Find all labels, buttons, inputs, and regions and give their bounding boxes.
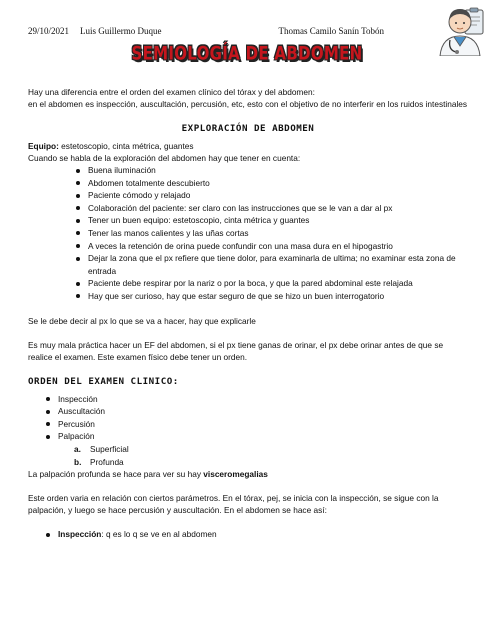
list-item: Auscultación — [28, 405, 468, 418]
mala-practica-paragraph: Es muy mala práctica hacer un EF del abdomen, si el px tiene ganas de orinar, el px debe orinar antes de que se realice el examen. Este examen físico debe tener un orden. — [28, 339, 444, 362]
list-item: Hay que ser curioso, hay que estar seguro de que se hizo un buen interrogatorio — [28, 290, 468, 303]
list-item: Tener un buen equipo: estetoscopio, cinta métrica y guantes — [28, 214, 468, 227]
decir-line: Se le debe decir al px lo que se va a hacer, hay que explicarle — [28, 315, 256, 326]
intro-line-1: Hay una diferencia entre el orden del examen clínico del tórax y del abdomen: — [28, 87, 315, 97]
list-item: Palpación — [28, 430, 468, 443]
header-author-2: Thomas Camilo Sanín Tobón — [278, 26, 384, 36]
list-item: A veces la retención de orina puede confundir con una masa dura en el hipogastrio — [28, 240, 468, 253]
list-item: Paciente debe respirar por la nariz o por la boca, y que la pared abdominal este relajada — [28, 277, 468, 290]
palpacion-pre-text: La palpación profunda se hace para ver su hay — [28, 469, 204, 480]
list-item: Inspección — [28, 393, 468, 406]
list-item: Abdomen totalmente descubierto — [28, 177, 468, 190]
exploracion-heading: EXPLORACIÓN DE ABDOMEN — [181, 123, 315, 134]
list-item: Dejar la zona que el px refiere que tiene dolor, para examinarla de ultima; no examinar esta zona de entrada — [28, 252, 468, 277]
visceromegalias-term: visceromegalias — [203, 469, 268, 480]
sub-item-mark: b. — [74, 456, 82, 467]
equipo-line — [28, 140, 468, 152]
list-item: Tener las manos calientes y las uñas cortas — [28, 227, 468, 240]
equipo-text: estetoscopio, cinta métrica, guantes — [58, 141, 194, 151]
inspeccion-text: : q es lo q se ve en al abdomen — [101, 529, 217, 540]
equipo-label: Equipo: — [28, 141, 59, 151]
page-title: SEMIOLOGÍA DE ABDOMEN — [131, 41, 363, 65]
list-item: Percusión — [28, 418, 468, 431]
list-item: Buena iluminación — [28, 164, 468, 177]
title-container — [0, 41, 494, 65]
header-author-1: Luis Guillermo Duque — [80, 26, 162, 36]
document-body — [28, 86, 468, 541]
variacion-paragraph: Este orden varia en relación con ciertos parámetros. En el tórax, pej, se inicia con la inspección, se sigue con la palpación, y luego se hace percusión y auscultación. En el abdomen se hace así: — [28, 493, 439, 516]
exploracion-list — [28, 164, 468, 303]
list-item — [28, 456, 468, 469]
intro-line-2: en el abdomen es inspección, auscultación, percusión, etc, esto con el objetivo de no interferir en los ruidos intestinales — [28, 99, 468, 109]
orden-heading: ORDEN DEL EXAMEN CLINICO: — [28, 375, 179, 387]
sub-item-text: Profunda — [90, 456, 124, 467]
list-item: Paciente cómodo y relajado — [28, 189, 468, 202]
header-date: 29/10/2021 — [28, 26, 70, 36]
list-item — [28, 528, 468, 541]
list-item — [28, 443, 468, 456]
palpacion-profunda-line — [28, 468, 468, 480]
list-item: Colaboración del paciente: ser claro con las instrucciones que se le van a dar al px — [28, 202, 468, 215]
palpacion-sublist — [28, 443, 468, 468]
inspeccion-label: Inspección — [58, 529, 102, 540]
orden-list — [28, 393, 468, 443]
cuando-line: Cuando se habla de la exploración del abdomen hay que tener en cuenta: — [28, 153, 301, 163]
sub-item-text: Superficial — [90, 443, 129, 454]
final-list — [28, 528, 468, 541]
sub-item-mark: a. — [74, 443, 81, 454]
